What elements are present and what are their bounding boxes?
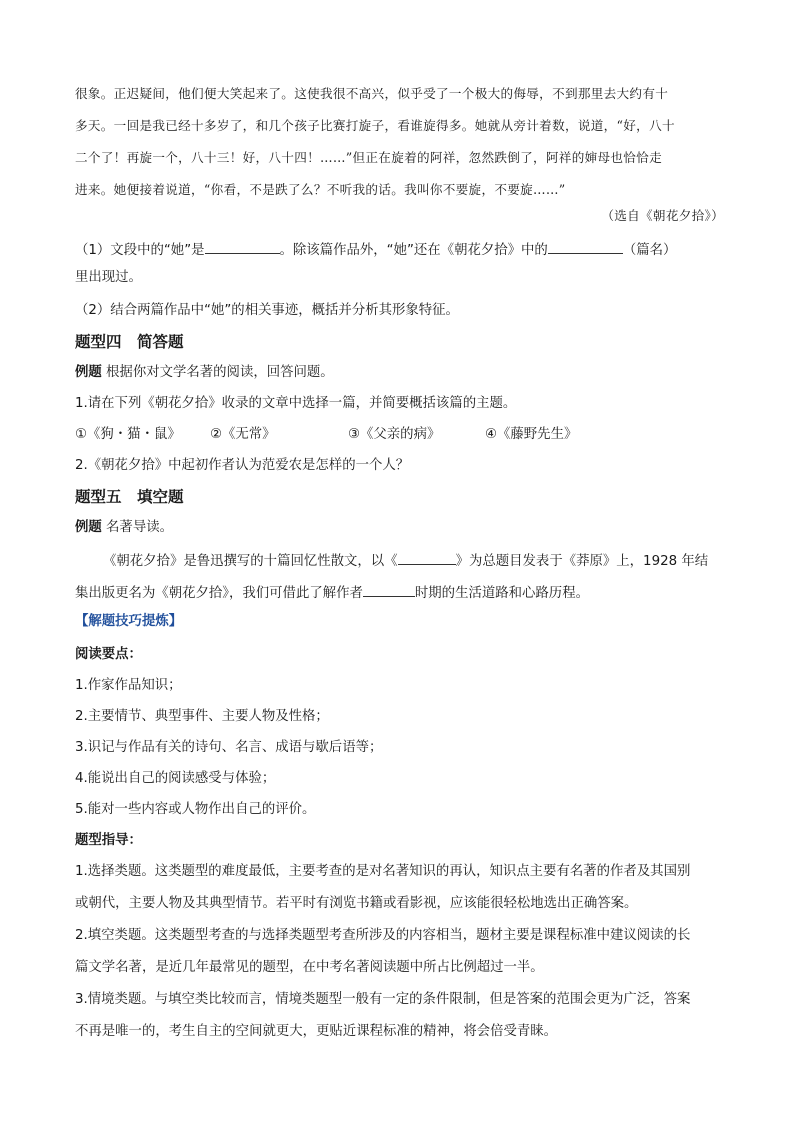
passage-line-4: 进来。她便接着说道，“你看，不是跌了么？不听我的话。我叫你不要旋，不要旋……” xyxy=(75,182,566,197)
reading-point-4: 4.能说出自己的阅读感受与体验； xyxy=(75,771,276,786)
question-1-part-b: 。除该篇作品外，“她”还在《朝花夕拾》中的 xyxy=(279,243,548,258)
type5-text-c: 集出版更名为《朝花夕拾》，我们可借此了解作者 xyxy=(75,586,363,601)
question-1 xyxy=(75,239,676,261)
heading-type-5: 题型五 填空题 xyxy=(75,488,184,506)
guide-3-line-2: 不再是唯一的，考生自主的空间就更大，更贴近课程标准的精神，将会倍受青睐。 xyxy=(75,1024,558,1039)
type5-text-b: 》为总题目发表于《莽原》上，1928 年结 xyxy=(455,554,709,569)
answer-blank-3[interactable] xyxy=(398,550,456,565)
heading-type-4: 题型四 简答题 xyxy=(75,333,184,351)
type4-question-2: 2.《朝花夕拾》中起初作者认为范爱农是怎样的一个人？ xyxy=(75,458,410,473)
question-2: （2）结合两篇作品中“她”的相关事迹，概括并分析其形象特征。 xyxy=(75,303,459,318)
question-1-cont: 里出现过。 xyxy=(75,270,142,285)
type5-text-a: 《朝花夕拾》是鲁迅撰写的十篇回忆性散文，以《 xyxy=(103,554,398,569)
example-label: 例题 xyxy=(75,365,102,380)
guide-3-line-1: 3.情境类题。与填空类比较而言，情境类题型一般有一定的条件限制，但是答案的范围会更为广泛，答案 xyxy=(75,992,691,1007)
answer-blank-1[interactable] xyxy=(205,239,280,254)
type5-paragraph-line-1 xyxy=(103,550,708,572)
question-1-part-a: （1）文段中的“她”是 xyxy=(75,243,205,258)
type5-text-d: 时期的生活道路和心路历程。 xyxy=(414,586,589,601)
guide-2-line-1: 2.填空类题。这类题型考查的与选择类题型考查所涉及的内容相当，题材主要是课程标准中建议阅读的长 xyxy=(75,928,691,943)
type5-example xyxy=(75,518,173,538)
guide-title: 题型指导： xyxy=(75,833,142,848)
type4-options xyxy=(75,425,577,445)
reading-point-2: 2.主要情节、典型事件、主要人物及性格； xyxy=(75,709,329,724)
answer-blank-4[interactable] xyxy=(363,582,415,597)
example-label: 例题 xyxy=(75,520,102,535)
passage-line-2: 多天。一回是我已经十多岁了，和几个孩子比赛打旋子，看谁旋得多。她就从旁计着数，说道，“好，八十 xyxy=(75,118,675,133)
question-1-part-c: （篇名） xyxy=(622,243,677,258)
type5-paragraph-line-2 xyxy=(75,582,589,604)
type4-example xyxy=(75,363,334,383)
option-2: ②《无常》 xyxy=(210,427,276,442)
reading-point-1: 1.作家作品知识； xyxy=(75,678,182,693)
reading-points-title: 阅读要点： xyxy=(75,647,142,662)
reading-point-3: 3.识记与作品有关的诗句、名言、成语与歇后语等； xyxy=(75,740,383,755)
answer-blank-2[interactable] xyxy=(548,239,623,254)
passage-source: （选自《朝花夕拾》） xyxy=(601,208,724,223)
passage-line-3: 二个了！再旋一个，八十三！好，八十四！……”但正在旋着的阿祥，忽然跌倒了，阿祥的婶母也恰恰走 xyxy=(75,150,662,165)
example-text: 根据你对文学名著的阅读，回答问题。 xyxy=(101,365,334,380)
guide-2-line-2: 篇文学名著，是近几年最常见的题型，在中考名著阅读题中所占比例超过一半。 xyxy=(75,960,544,975)
type4-question-1: 1.请在下列《朝花夕拾》收录的文章中选择一篇，并简要概括该篇的主题。 xyxy=(75,396,517,411)
tips-title: 【解题技巧提炼】 xyxy=(75,614,183,629)
option-3: ③《父亲的病》 xyxy=(348,427,441,442)
passage-line-1: 很象。正迟疑间，他们便大笑起来了。这使我很不高兴，似乎受了一个极大的侮辱，不到那里去大约有十 xyxy=(75,86,669,101)
reading-point-5: 5.能对一些内容或人物作出自己的评价。 xyxy=(75,802,316,817)
option-1: ①《狗・猫・鼠》 xyxy=(75,427,181,442)
option-4: ④《藤野先生》 xyxy=(485,427,578,442)
guide-1-line-1: 1.选择类题。这类题型的难度最低，主要考查的是对名著知识的再认，知识点主要有名著的作者及其国别 xyxy=(75,864,691,879)
example-text: 名著导读。 xyxy=(101,520,173,535)
guide-1-line-2: 或朝代，主要人物及其典型情节。若平时有浏览书籍或看影视，应该能很轻松地选出正确答案。 xyxy=(75,896,638,911)
